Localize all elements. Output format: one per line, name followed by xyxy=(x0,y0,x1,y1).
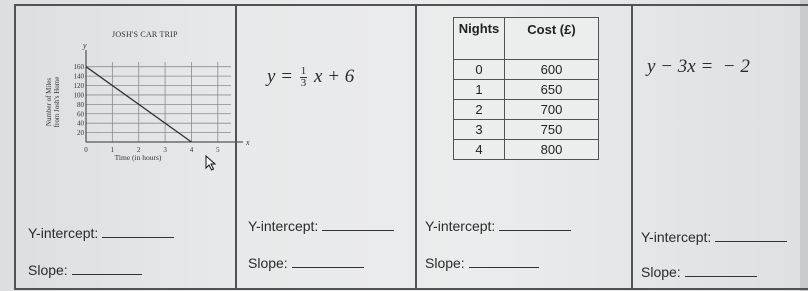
y-tick-label: 40 xyxy=(77,119,84,128)
x-axis-letter: x xyxy=(246,138,250,147)
y-intercept-row xyxy=(425,218,571,234)
fraction-denominator: 3 xyxy=(300,77,307,90)
chart-title: JOSH'S CAR TRIP xyxy=(112,30,178,39)
equation: y − 3x = − 2 xyxy=(647,56,750,77)
equation xyxy=(267,66,354,89)
y-axis-letter: y xyxy=(83,41,87,50)
y-intercept-row xyxy=(28,225,174,241)
slope-label: Slope: xyxy=(641,264,681,280)
table-row xyxy=(454,120,599,140)
cell-nights: 2 xyxy=(454,100,505,120)
fraction-numerator: 1 xyxy=(300,65,307,78)
table-row xyxy=(454,80,599,100)
equation-left: y = xyxy=(267,66,294,87)
slope-blank[interactable] xyxy=(72,262,142,275)
y-intercept-label: Y-intercept: xyxy=(641,229,712,245)
slope-row xyxy=(641,264,757,280)
slope-row xyxy=(28,262,142,278)
y-intercept-blank[interactable] xyxy=(102,225,174,238)
table-row xyxy=(454,60,599,80)
x-tick-label: 4 xyxy=(189,146,194,154)
y-tick-label: 140 xyxy=(73,72,84,81)
cell-cost: 750 xyxy=(505,120,599,140)
slope-blank[interactable] xyxy=(469,255,539,268)
y-intercept-blank[interactable] xyxy=(715,229,787,242)
y-tick-label: 100 xyxy=(73,91,84,100)
y-intercept-row xyxy=(641,229,787,245)
slope-blank[interactable] xyxy=(292,255,364,268)
slope-label: Slope: xyxy=(248,255,288,271)
slope-row xyxy=(248,255,364,271)
y-tick-label: 80 xyxy=(77,100,84,109)
cell-cost: 700 xyxy=(505,100,599,120)
x-tick-label: 2 xyxy=(136,146,141,154)
panel-graph xyxy=(14,4,250,290)
slope-label: Slope: xyxy=(425,255,465,271)
y-intercept-label: Y-intercept: xyxy=(425,218,496,234)
cell-cost: 800 xyxy=(505,140,599,160)
y-tick-label: 60 xyxy=(77,110,84,119)
y-axis-title: Number of Miles xyxy=(45,77,53,127)
y-intercept-label: Y-intercept: xyxy=(28,225,99,241)
slope-row xyxy=(425,255,539,271)
cell-nights: 1 xyxy=(454,80,505,100)
panel-equation-2 xyxy=(631,4,808,290)
cell-nights: 4 xyxy=(454,140,505,160)
x-axis-title: Time (in hours) xyxy=(114,153,162,162)
cell-nights: 0 xyxy=(454,60,505,80)
y-axis-title: from Josh's Home xyxy=(53,76,61,128)
x-tick-label: 0 xyxy=(84,146,88,154)
header-nights: Nights xyxy=(454,18,505,60)
x-tick-label: 3 xyxy=(163,146,167,154)
y-tick-label: 160 xyxy=(73,63,84,72)
table-row xyxy=(454,100,599,120)
table-row xyxy=(454,140,599,160)
y-intercept-blank[interactable] xyxy=(322,218,394,231)
mouse-pointer-icon xyxy=(204,155,220,171)
header-cost-text: Cost (£) xyxy=(527,22,576,37)
x-tick-label: 1 xyxy=(110,146,115,154)
nights-cost-table xyxy=(453,17,599,160)
cell-nights: 3 xyxy=(454,120,505,140)
slope-label: Slope: xyxy=(28,262,68,278)
header-cost xyxy=(505,18,599,60)
cell-cost: 650 xyxy=(505,80,599,100)
y-intercept-row xyxy=(248,218,394,234)
fraction xyxy=(300,66,308,89)
panel-equation-1 xyxy=(235,4,415,290)
cell-cost: 600 xyxy=(505,60,599,80)
equation-right: x + 6 xyxy=(314,66,355,87)
y-intercept-blank[interactable] xyxy=(499,218,571,231)
table-header-row xyxy=(454,18,599,60)
y-tick-label: 20 xyxy=(77,129,84,138)
x-tick-label: 5 xyxy=(216,146,220,154)
y-tick-label: 120 xyxy=(73,82,84,91)
slope-blank[interactable] xyxy=(685,264,757,277)
y-intercept-label: Y-intercept: xyxy=(248,218,319,234)
